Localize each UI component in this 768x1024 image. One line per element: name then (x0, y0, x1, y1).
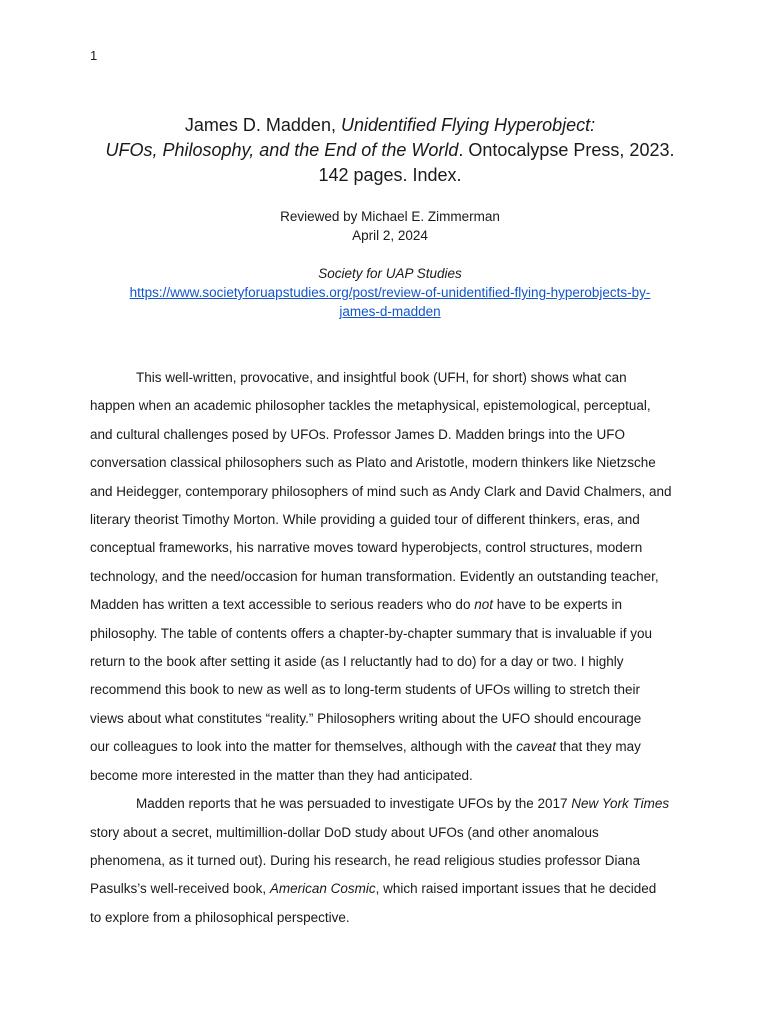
publication-name (90, 264, 690, 283)
publication-name-text: Society for UAP Studies (318, 266, 462, 281)
reviewed-by: Reviewed by Michael E. Zimmerman (280, 209, 500, 224)
book-citation-title (60, 113, 720, 188)
text-run: that they may (556, 739, 641, 755)
paragraph-line (90, 875, 690, 903)
paragraph-line (90, 733, 690, 761)
paragraph-line: happen when an academic philosopher tackles the metaphysical, epistemological, perceptual, (90, 398, 651, 414)
text-run: Madden reports that he was persuaded to investigate UFOs by the 2017 (136, 796, 572, 812)
paragraph-line: phenomena, as it turned out). During his research, he read religious studies professor Diana (90, 852, 641, 868)
paragraph-line: This well-written, provocative, and insightful book (UFH, for short) shows what can (136, 370, 627, 385)
author-name: James D. Madden, (184, 115, 341, 135)
paragraph-2 (90, 790, 690, 932)
emphasis-american-cosmic: American Cosmic (269, 881, 376, 897)
citation-line-2 (60, 138, 720, 163)
publisher-info: . Ontocalypse Press, 2023. (458, 140, 675, 160)
paragraph-line: recommend this book to new as well as to long-term students of UFOs willing to stretch their (90, 682, 640, 698)
text-run: , which raised important issues that he decided (375, 881, 657, 897)
emphasis-caveat: caveat (516, 739, 557, 755)
paragraph-1 (90, 364, 690, 790)
text-run: our colleagues to look into the matter for themselves, although with the (90, 739, 517, 755)
text-run: Madden has written a text accessible to serious readers who do (90, 597, 475, 613)
page-number: 1 (90, 48, 98, 63)
paragraph-line: literary theorist Timothy Morton. While providing a guided tour of different thinkers, eras, and (90, 512, 640, 528)
text-run: Pasulks’s well-received book, (90, 881, 270, 897)
citation-line-1 (60, 113, 720, 138)
paragraph-line: technology, and the need/occasion for human transformation. Evidently an outstanding teacher, (90, 568, 659, 584)
paragraph-line: conversation classical philosophers such as Plato and Aristotle, modern thinkers like Nietzsche (90, 455, 656, 471)
paragraph-line: and Heidegger, contemporary philosophers of mind such as Andy Clark and David Chalmers, and (90, 483, 672, 499)
source-link-line-1[interactable]: https://www.societyforuapstudies.org/post/review-of-unidentified-flying-hyperobjects-by- (129, 285, 651, 300)
citation-line-3: 142 pages. Index. (318, 165, 462, 185)
paragraph-line: story about a secret, multimillion-dollar DoD study about UFOs (and other anomalous (90, 824, 599, 840)
reviewer-info (60, 207, 720, 245)
paragraph-line: return to the book after setting it aside (as I reluctantly had to do) for a day or two. I highly (90, 654, 624, 670)
source-link-line-2[interactable]: james-d-madden (339, 304, 441, 319)
source-info (90, 264, 690, 321)
paragraph-line (90, 591, 690, 619)
book-title-part1: Unidentified Flying Hyperobject: (340, 115, 596, 135)
paragraph-line: philosophy. The table of contents offers a chapter-by-chapter summary that is invaluable if you (90, 625, 653, 641)
text-run: have to be experts in (492, 597, 623, 613)
paragraph-line: to explore from a philosophical perspective. (90, 909, 350, 925)
review-body (90, 364, 690, 932)
paragraph-line: conceptual frameworks, his narrative moves toward hyperobjects, control structures, modern (90, 540, 643, 556)
review-date: April 2, 2024 (352, 228, 428, 243)
emphasis-not: not (474, 597, 493, 613)
paragraph-line: and cultural challenges posed by UFOs. Professor James D. Madden brings into the UFO (90, 426, 626, 442)
book-title-part2: UFOs, Philosophy, and the End of the World (105, 140, 459, 160)
emphasis-nyt: New York Times (571, 796, 670, 812)
paragraph-line: become more interested in the matter than they had anticipated. (90, 767, 473, 783)
source-link[interactable] (90, 283, 690, 321)
paragraph-line (90, 790, 690, 818)
paragraph-line: views about what constitutes “reality.” Philosophers writing about the UFO should encourage (90, 710, 642, 726)
